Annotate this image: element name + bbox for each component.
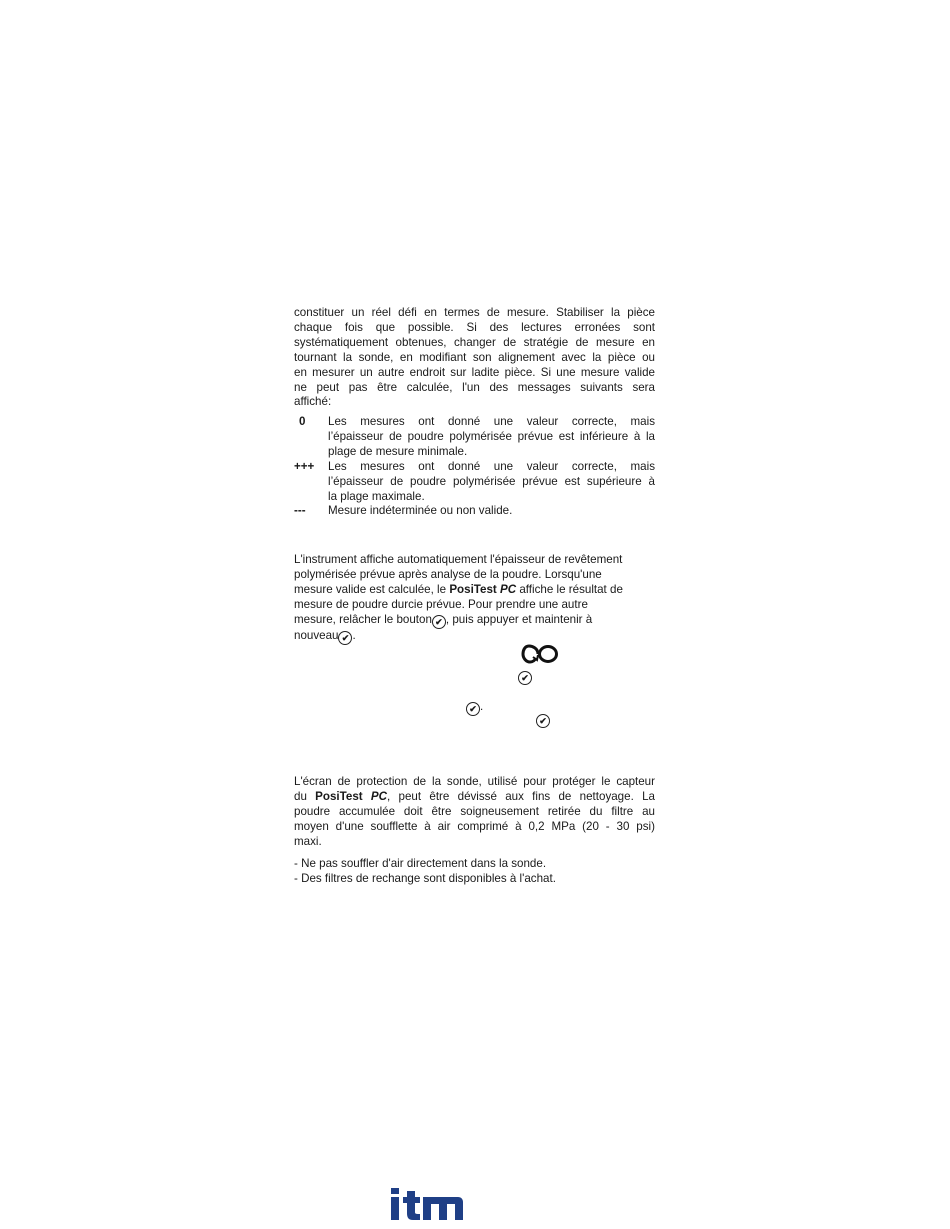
message-code: --- — [294, 504, 306, 517]
brand-name: PosiTest — [315, 789, 363, 803]
check-button-icon: ✔ — [338, 631, 352, 645]
text-fragment: , peut être dévissé aux fins de nettoyage. La — [387, 789, 655, 803]
text-fragment: du — [294, 789, 316, 803]
text-line: L'écran de protection de la sonde, utilisé pour protéger le capteur — [294, 775, 655, 788]
message-code: +++ — [294, 460, 315, 473]
note-item: - Des filtres de rechange sont disponibles à l'achat. — [294, 871, 556, 885]
text-line: ne peut pas être calculée, l'un des messages suivants sera — [294, 380, 655, 394]
text-line: affiché: — [294, 395, 332, 409]
check-with-period — [466, 700, 483, 716]
paragraph-automatic-display — [294, 553, 655, 645]
text-line: en mesurer un autre endroit sur ladite pièce. Si une mesure valide — [294, 365, 655, 379]
check-button-icon: ✔ — [432, 615, 446, 629]
message-description — [328, 460, 655, 505]
text-line: constituer un réel défi en termes de mesure. Stabiliser la pièce — [294, 306, 655, 319]
text-line: L'instrument affiche automatiquement l'épaisseur de revêtement — [294, 553, 623, 566]
model-name: PC — [370, 789, 388, 803]
text-fragment: nouveau — [294, 628, 339, 642]
message-item-over-range — [294, 460, 655, 505]
text-fragment: . — [352, 628, 356, 642]
text-line: Mesure indéterminée ou non valide. — [328, 504, 513, 517]
paragraph-measurement-tips — [294, 306, 655, 410]
text-fragment: . — [480, 700, 484, 713]
check-button-icon: ✔ — [518, 671, 532, 685]
check-button-icon: ✔ — [536, 714, 550, 728]
paragraph-probe-cleaning — [294, 775, 655, 850]
text-line — [294, 629, 655, 645]
text-line — [294, 583, 655, 598]
logo-mark — [391, 1188, 463, 1220]
brand-name: PosiTest — [449, 582, 497, 596]
text-fragment: , puis appuyer et maintenir à — [445, 612, 593, 626]
text-line: Les mesures ont donné une valeur correcte, mais — [328, 415, 655, 428]
text-line — [294, 613, 655, 629]
notes-list — [294, 857, 655, 887]
message-description — [328, 415, 655, 460]
message-code: 0 — [299, 415, 306, 428]
text-fragment: mesure, relâcher le bouton — [294, 612, 432, 626]
check-button-icon: ✔ — [466, 702, 480, 716]
note-item: - Ne pas souffler d'air directement dans la sonde. — [294, 857, 547, 870]
text-line — [294, 790, 655, 805]
loop-icon — [521, 644, 559, 664]
text-line: l’épaisseur de poudre polymérisée prévue est inférieure à la — [328, 429, 655, 443]
text-line: Les mesures ont donné une valeur correcte, mais — [328, 460, 655, 473]
text-line: poudre accumulée doit être soigneusement retirée du filtre au — [294, 804, 655, 818]
text-line: mesure de poudre durcie prévue. Pour prendre une autre — [294, 597, 588, 611]
message-description — [328, 504, 655, 519]
text-fragment: affiche le résultat de — [516, 582, 623, 596]
text-line: plage de mesure minimale. — [328, 444, 468, 458]
text-line: chaque fois que possible. Si des lectures erronées sont — [294, 320, 655, 334]
text-line: polymérisée prévue après analyse de la poudre. Lorsqu'une — [294, 567, 602, 581]
text-line: tournant la sonde, en modifiant son alignement avec la pièce ou — [294, 350, 655, 364]
text-line: systématiquement obtenues, changer de stratégie de mesure en — [294, 335, 655, 349]
text-line: la plage maximale. — [328, 489, 425, 503]
message-item-invalid — [294, 504, 655, 519]
message-item-zero — [294, 415, 655, 460]
itm-logo — [391, 1188, 463, 1220]
text-fragment: mesure valide est calculée, le — [294, 582, 450, 596]
text-line: moyen d'une soufflette à air comprimé à 0,2 MPa (20 - 30 psi) — [294, 819, 655, 833]
model-name: PC — [500, 582, 517, 596]
text-line: l’épaisseur de poudre polymérisée prévue est supérieure à — [328, 474, 655, 488]
text-line: maxi. — [294, 834, 322, 848]
